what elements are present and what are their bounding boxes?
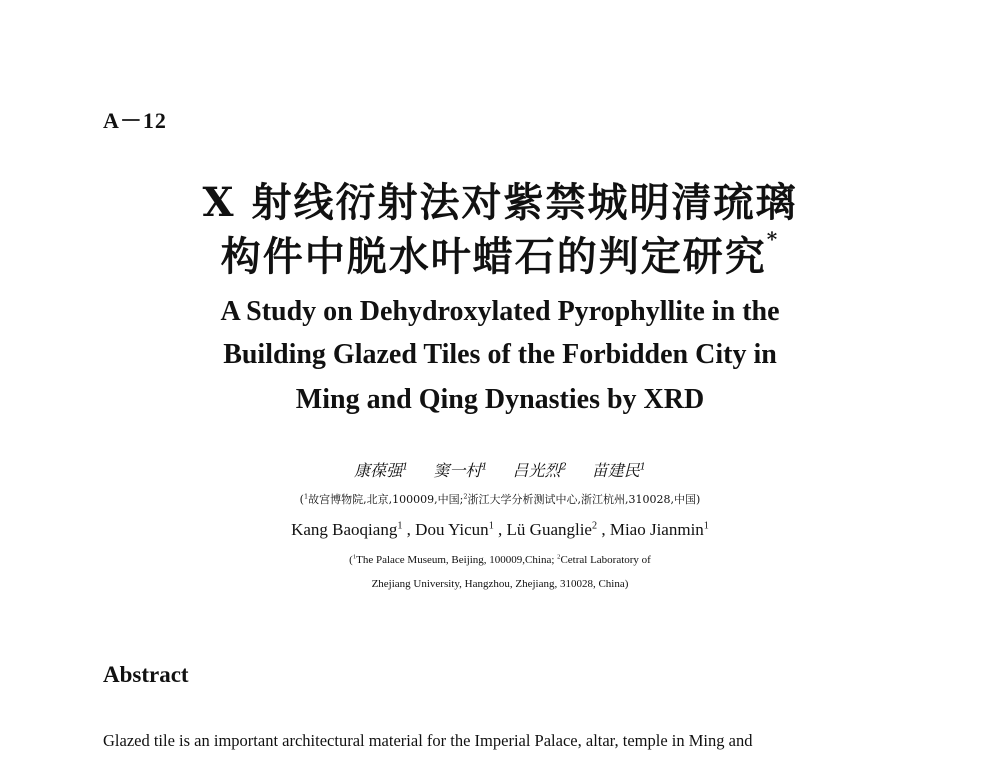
chinese-title-line-2 bbox=[0, 225, 1000, 282]
author-en-name: Lü Guanglie bbox=[506, 520, 592, 539]
english-affiliations-line-2: Zhejiang University, Hangzhou, Zhejiang, 310028, China) bbox=[371, 578, 629, 590]
footnote-mark: * bbox=[766, 227, 780, 251]
author-zh-sup: 1 bbox=[639, 461, 646, 473]
author-en-sup: 1 bbox=[703, 520, 709, 532]
paren-open: ( bbox=[299, 493, 304, 506]
author-en-sup: 1 bbox=[488, 520, 494, 532]
author-zh bbox=[433, 461, 487, 480]
author-zh bbox=[354, 461, 408, 480]
english-affiliations-line-1 bbox=[0, 554, 1000, 566]
author-en-name: Miao Jianmin bbox=[609, 520, 704, 539]
author-en-sup: 1 bbox=[397, 520, 403, 532]
author-zh bbox=[592, 461, 646, 480]
affil-sup: 1 bbox=[303, 492, 309, 501]
chinese-affiliations bbox=[0, 491, 1000, 507]
author-en-sup: 2 bbox=[591, 520, 598, 532]
english-authors bbox=[0, 520, 1000, 540]
author-zh-name: 吕光烈 bbox=[512, 461, 561, 480]
author-separator: , bbox=[597, 520, 610, 539]
abstract-heading: Abstract bbox=[103, 662, 189, 687]
affil-en-2: Cetral Laboratory of bbox=[560, 554, 651, 566]
author-zh-name: 康葆强 bbox=[354, 461, 403, 480]
author-zh-sup: 2 bbox=[560, 461, 567, 473]
author-zh-sup: 1 bbox=[481, 461, 488, 473]
author-en-name: Dou Yicun bbox=[415, 520, 489, 539]
author-zh bbox=[513, 461, 567, 480]
chinese-title-line-1 bbox=[0, 171, 1000, 228]
affil-sup: 2 bbox=[557, 553, 561, 561]
paren-open: ( bbox=[349, 554, 353, 566]
chinese-authors bbox=[0, 458, 1000, 481]
affil-sup: 1 bbox=[352, 553, 357, 561]
author-separator: , bbox=[402, 520, 416, 539]
author-zh-name: 窦一村 bbox=[433, 461, 482, 480]
author-zh-sup: 1 bbox=[402, 461, 409, 473]
paper-id: A－12 bbox=[103, 108, 167, 133]
author-zh-name: 苗建民 bbox=[591, 461, 640, 480]
author-separator: , bbox=[493, 520, 507, 539]
affil-zh-1: 故宫博物院,北京,100009,中国; bbox=[308, 493, 464, 506]
abstract-body: Glazed tile is an important architectural material for the Imperial Palace, altar, temple in Ming and bbox=[103, 731, 753, 750]
affil-zh-2: 浙江大学分析测试中心,浙江杭州,310028,中国) bbox=[467, 493, 701, 506]
chinese-title-text: 构件中脱水叶蜡石的判定研究 bbox=[220, 233, 767, 280]
author-en-name: Kang Baoqiang bbox=[291, 520, 398, 539]
affil-en-1: The Palace Museum, Beijing, 100009,China; bbox=[356, 554, 558, 566]
english-title-line-1: A Study on Dehydroxylated Pyrophyllite in the bbox=[220, 296, 780, 327]
chinese-title-text: X 射线衍射法对紫禁城明清琉璃 bbox=[202, 179, 798, 226]
english-title-line-2: Building Glazed Tiles of the Forbidden City in bbox=[223, 339, 777, 370]
affil-sup: 2 bbox=[463, 492, 468, 501]
english-title-line-3: Ming and Qing Dynasties by XRD bbox=[295, 384, 705, 415]
